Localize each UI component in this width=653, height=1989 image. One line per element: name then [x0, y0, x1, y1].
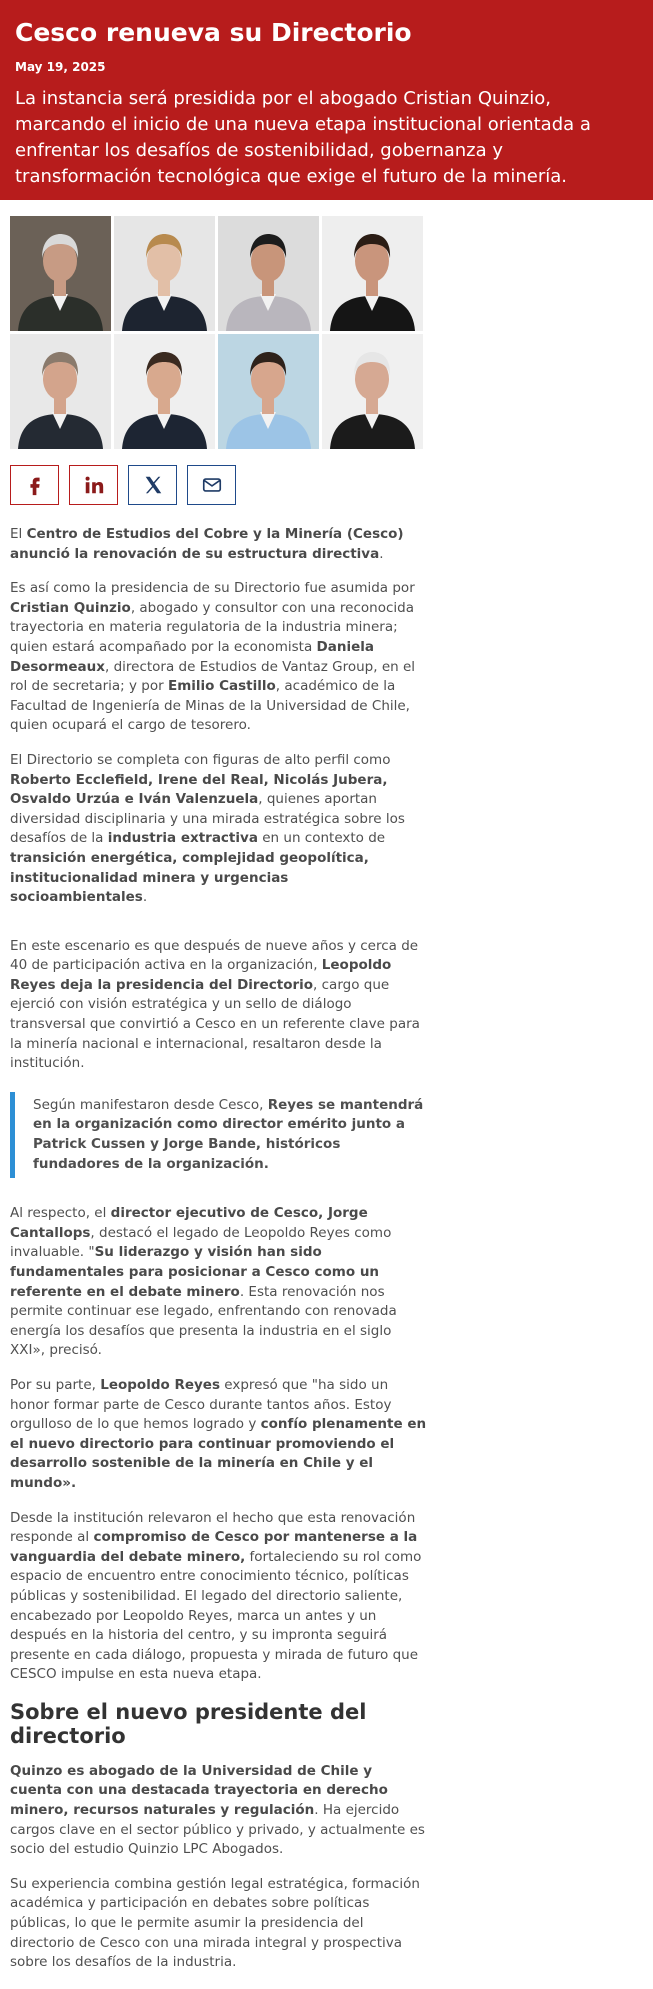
- paragraph-reyes: En este escenario es que después de nueve años y cerca de 40 de participación activa en la organización, Leopoldo Reyes deja la presidencia del Directorio, cargo que ejerció con visión estratégica y un sello de diálogo transversal que convirtió a Cesco en un referente clave para la minería nacional e internacional, resaltaron desde la institución.: [10, 937, 420, 1072]
- highlight-quote: Según manifestaron desde Cesco, Reyes se mantendrá en la organización como director emérito junto a Patrick Cussen y Jorge Bande, históricos fundadores de la organización.: [10, 1092, 427, 1178]
- director-photo: [10, 334, 111, 449]
- paragraph-institution: Desde la institución relevaron el hecho que esta renovación responde al compromiso de Cesco por mantenerse a la vanguardia del debate minero, fortaleciendo su rol como espacio de encuentro entre conocimiento técnico, políticas públicas y sostenibilidad. El legado del directorio saliente, encabezado por Leopoldo Reyes, marca un antes y un después en la historia del centro, y su impronta seguirá presente en cada diálogo, propuesta y mirada de futuro que CESCO impulse en esta nueva etapa.: [10, 1509, 422, 1683]
- paragraph-intro: El Centro de Estudios del Cobre y la Minería (Cesco) anunció la renovación de su estructura directiva.: [10, 526, 404, 562]
- director-photo: [114, 334, 215, 449]
- director-photo: [218, 216, 319, 331]
- section-heading-president: Sobre el nuevo presidente del directorio: [10, 1699, 367, 1748]
- article-header: [0, 0, 653, 200]
- article-body: [0, 216, 437, 1973]
- paragraph-board: El Directorio se completa con figuras de alto perfil como Roberto Ecclefield, Irene del Real, Nicolás Jubera, Osvaldo Urzúa e Iván Valenzuela, quienes aportan diversidad disciplinaria y una mirada estratégica sobre los desafíos de la industria extractiva en un contexto de transición energética, complejidad geopolítica, institucionalidad minera y urgencias socioambientales.: [10, 751, 405, 906]
- article-lead: La instancia será presidida por el abogado Cristian Quinzio, marcando el inicio de una nueva etapa institucional orientada a enfrentar los desafíos de sostenibilidad, gobernanza y transformación tecnológica que exige el futuro de la minería.: [15, 88, 591, 187]
- paragraph-reyes-quote: Por su parte, Leopoldo Reyes expresó que "ha sido un honor formar parte de Cesco durante tantos años. Estoy orgulloso de lo que hemos logrado y confío plenamente en el nuevo directorio para continuar promoviendo el desarrollo sostenible de la minería en Chile y el mundo».: [10, 1376, 427, 1491]
- article-date: May 19, 2025: [15, 60, 106, 74]
- paragraph-quinzio-bio: Quinzo es abogado de la Universidad de Chile y cuenta con una destacada trayectoria en derecho minero, recursos naturales y regulación. Ha ejercido cargos clave en el sector público y privado, y actualmente es socio del estudio Quinzio LPC Abogados.: [10, 1762, 425, 1858]
- director-photo: [322, 334, 423, 449]
- directors-photo-grid: [10, 216, 424, 449]
- facebook-icon: [24, 474, 46, 496]
- linkedin-icon: [83, 474, 105, 496]
- paragraph-presidency: Es así como la presidencia de su Directorio fue asumida por Cristian Quinzio, abogado y consultor con una reconocida trayectoria en materia regulatoria de la industria minera; quien estará acompañado por la economista Daniela Desormeaux, directora de Estudios de Vantaz Group, en el rol de secretaria; y por Emilio Castillo, académico de la Facultad de Ingeniería de Minas de la Universidad de Chile, quien ocupará el cargo de tesorero.: [10, 580, 416, 734]
- paragraph-quinzio-experience: Su experiencia combina gestión legal estratégica, formación académica y participación en debates sobre políticas públicas, lo que le permite asumir la presidencia del directorio de Cesco con una mirada integral y prospectiva sobre los desafíos de la industria.: [10, 1875, 420, 1971]
- director-photo: [10, 216, 111, 331]
- email-icon: [201, 474, 223, 496]
- director-photo: [322, 216, 423, 331]
- director-photo: [218, 334, 319, 449]
- share-facebook-button[interactable]: [10, 465, 59, 505]
- director-photo: [114, 216, 215, 331]
- share-x-button[interactable]: [128, 465, 177, 505]
- x-icon: [142, 474, 164, 496]
- paragraph-cantallops: Al respecto, el director ejecutivo de Cesco, Jorge Cantallops, destacó el legado de Leopoldo Reyes como invaluable. "Su liderazgo y visión han sido fundamentales para posicionar a Cesco como un referente en el debate minero. Esta renovación nos permite continuar ese legado, enfrentando con renovada energía los desafíos que presenta la industria en el siglo XXI», precisó.: [10, 1205, 397, 1359]
- share-bar: [10, 465, 427, 505]
- article-title: Cesco renueva su Directorio: [15, 18, 412, 47]
- share-email-button[interactable]: [187, 465, 236, 505]
- share-linkedin-button[interactable]: [69, 465, 118, 505]
